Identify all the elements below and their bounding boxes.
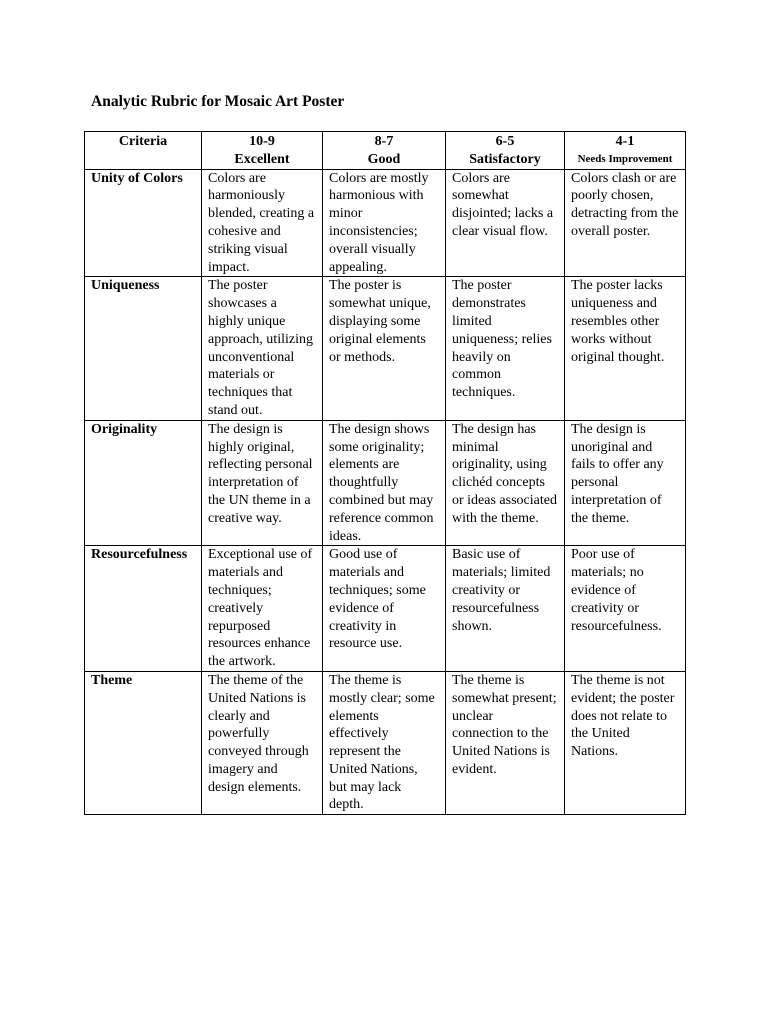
rubric-table <box>84 131 686 815</box>
document-title: Analytic Rubric for Mosaic Art Poster <box>91 93 345 110</box>
descriptor-cell: The poster is somewhat unique, displaying some original elements or methods. <box>323 277 446 420</box>
table-row <box>85 671 686 814</box>
criterion-cell: Uniqueness <box>85 277 202 420</box>
descriptor-cell: Exceptional use of materials and techniques; creatively repurposed resources enhance the artwork. <box>202 546 323 672</box>
descriptor-cell: The poster demonstrates limited uniqueness; relies heavily on common techniques. <box>446 277 565 420</box>
descriptor-cell: Basic use of materials; limited creativity or resourcefulness shown. <box>446 546 565 672</box>
level-label: Satisfactory <box>469 151 541 167</box>
level-score: 6-5 <box>495 134 515 149</box>
table-row <box>85 277 686 420</box>
table-row <box>85 169 686 277</box>
level-header <box>446 132 565 170</box>
descriptor-cell: The theme is not evident; the poster does not relate to the United Nations. <box>565 671 686 814</box>
descriptor-cell: Colors clash or are poorly chosen, detracting from the overall poster. <box>565 169 686 277</box>
level-score: 8-7 <box>374 134 394 149</box>
descriptor-cell: The theme of the United Nations is clearly and powerfully conveyed through imagery and design elements. <box>202 671 323 814</box>
level-header <box>565 132 686 170</box>
descriptor-cell: Poor use of materials; no evidence of creativity or resourcefulness. <box>565 546 686 672</box>
criterion-cell: Originality <box>85 420 202 546</box>
header-row <box>85 132 686 170</box>
criterion-cell: Resourcefulness <box>85 546 202 672</box>
descriptor-cell: Colors are harmoniously blended, creating a cohesive and striking visual impact. <box>202 169 323 277</box>
criterion-cell: Theme <box>85 671 202 814</box>
descriptor-cell: Colors are somewhat disjointed; lacks a clear visual flow. <box>446 169 565 277</box>
level-header <box>323 132 446 170</box>
descriptor-cell: The theme is mostly clear; some elements effectively represent the United Nations, but may lack depth. <box>323 671 446 814</box>
descriptor-cell: Good use of materials and techniques; some evidence of creativity in resource use. <box>323 546 446 672</box>
level-label: Good <box>367 151 401 167</box>
level-label: Needs Improvement <box>577 152 673 165</box>
level-label: Excellent <box>234 151 290 167</box>
level-score: 10-9 <box>249 134 275 149</box>
descriptor-cell: Colors are mostly harmonious with minor inconsistencies; overall visually appealing. <box>323 169 446 277</box>
criterion-cell: Unity of Colors <box>85 169 202 277</box>
descriptor-cell: The design has minimal originality, using clichéd concepts or ideas associated with the theme. <box>446 420 565 546</box>
level-score: 4-1 <box>615 134 635 149</box>
descriptor-cell: The theme is somewhat present; unclear connection to the United Nations is evident. <box>446 671 565 814</box>
descriptor-cell: The poster lacks uniqueness and resembles other works without original thought. <box>565 277 686 420</box>
descriptor-cell: The poster showcases a highly unique approach, utilizing unconventional materials or techniques that stand out. <box>202 277 323 420</box>
descriptor-cell: The design shows some originality; elements are thoughtfully combined but may reference common ideas. <box>323 420 446 546</box>
table-row <box>85 420 686 546</box>
criteria-header: Criteria <box>85 132 202 170</box>
level-header <box>202 132 323 170</box>
table-row <box>85 546 686 672</box>
descriptor-cell: The design is unoriginal and fails to offer any personal interpretation of the theme. <box>565 420 686 546</box>
descriptor-cell: The design is highly original, reflecting personal interpretation of the UN theme in a creative way. <box>202 420 323 546</box>
